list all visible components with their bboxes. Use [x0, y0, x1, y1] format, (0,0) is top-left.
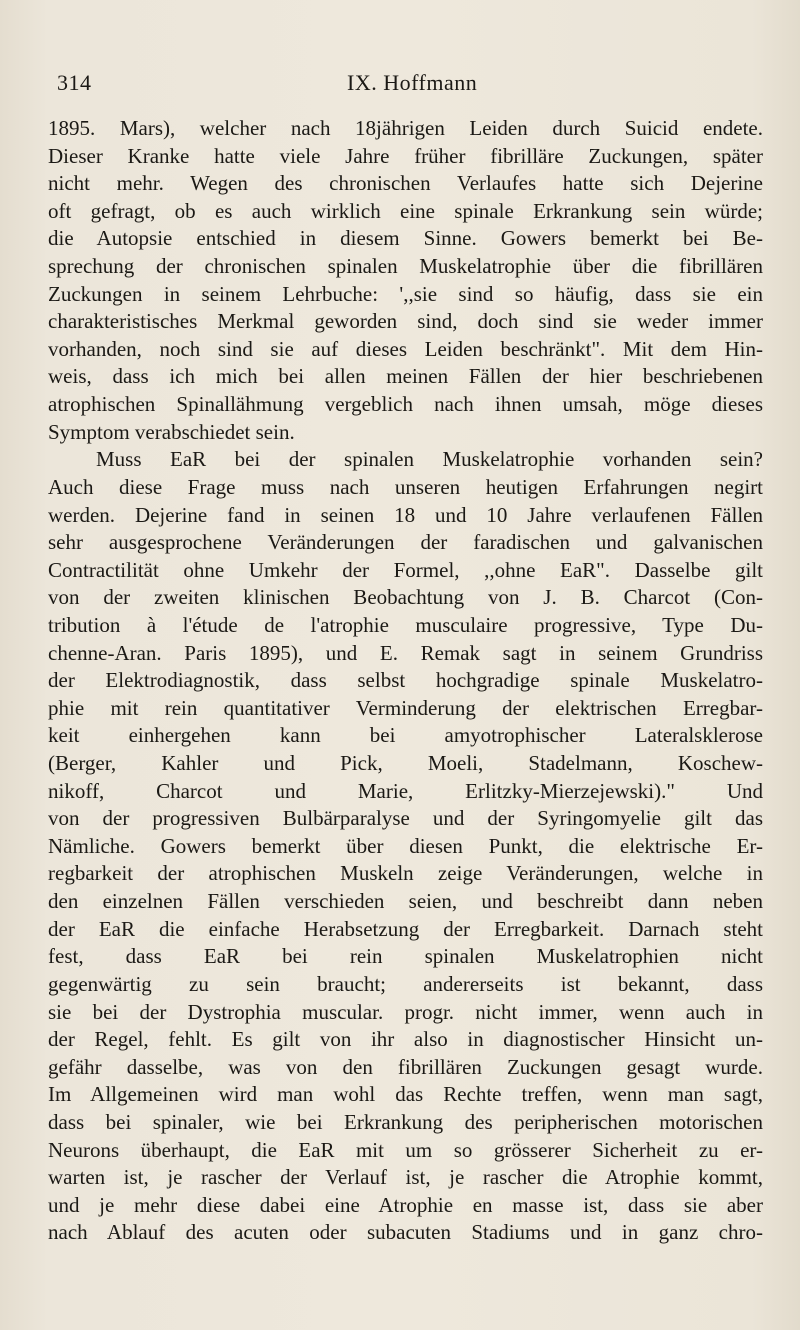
text-line: weis, dass ich mich bei allen meinen Fällen der hier beschriebenen	[48, 364, 763, 389]
page-header	[57, 70, 752, 100]
text-line: regbarkeit der atrophischen Muskeln zeige Veränderungen, welche in	[48, 861, 763, 886]
text-line: tribution à l'étude de l'atrophie musculaire progressive, Type Du-	[48, 612, 763, 637]
text-line: nach Ablauf des acuten oder subacuten Stadiums und in ganz chro-	[48, 1220, 763, 1245]
text-line: sprechung der chronischen spinalen Muskelatrophie über die fibrillären	[48, 254, 763, 279]
text-line: 1895. Mars), welcher nach 18jährigen Leiden durch Suicid endete.	[48, 116, 763, 140]
text-line: warten ist, je rascher der Verlauf ist, je rascher die Atrophie kommt,	[48, 1165, 763, 1190]
text-line: Zuckungen in seinem Lehrbuche: ',,sie sind so häufig, dass sie ein	[48, 281, 763, 306]
text-line: gegenwärtig zu sein braucht; andererseits ist bekannt, dass	[48, 971, 763, 996]
text-line: sehr ausgesprochene Veränderungen der faradischen und galvanischen	[48, 530, 763, 555]
text-line: Im Allgemeinen wird man wohl das Rechte treffen, wenn man sagt,	[48, 1082, 763, 1107]
text-line: Neurons überhaupt, die EaR mit um so grösserer Sicherheit zu er-	[48, 1137, 763, 1162]
text-line: gefähr dasselbe, was von den fibrillären Zuckungen gesagt wurde.	[48, 1054, 763, 1079]
text-line: sie bei der Dystrophia muscular. progr. nicht immer, wenn auch in	[48, 999, 763, 1024]
text-line: Symptom verabschiedet sein.	[48, 419, 295, 444]
text-line: Auch diese Frage muss nach unseren heutigen Erfahrungen negirt	[48, 474, 763, 499]
running-head: IX. Hoffmann	[347, 70, 478, 95]
text-line: nikoff, Charcot und Marie, Erlitzky-Mierzejewski)." Und	[48, 778, 763, 803]
text-line: Nämliche. Gowers bemerkt über diesen Punkt, die elektrische Er-	[48, 833, 763, 858]
body-text	[48, 115, 763, 1247]
text-line: chenne-Aran. Paris 1895), und E. Remak sagt in seinem Grundriss	[48, 640, 763, 665]
text-line: atrophischen Spinallähmung vergeblich nach ihnen umsah, möge dieses	[48, 392, 763, 417]
text-line: keit einhergehen kann bei amyotrophischer Lateralsklerose	[48, 723, 763, 748]
text-line: (Berger, Kahler und Pick, Moeli, Stadelmann, Koschew-	[48, 751, 763, 776]
text-line: Dieser Kranke hatte viele Jahre früher fibrilläre Zuckungen, später	[48, 143, 763, 168]
text-line: vorhanden, noch sind sie auf dieses Leiden beschränkt". Mit dem Hin-	[48, 336, 763, 361]
text-line: von der progressiven Bulbärparalyse und der Syringomyelie gilt das	[48, 806, 763, 831]
page-number: 314	[57, 70, 92, 95]
text-line: fest, dass EaR bei rein spinalen Muskelatrophien nicht	[48, 944, 763, 969]
text-line: charakteristisches Merkmal geworden sind, doch sind sie weder immer	[48, 309, 763, 334]
text-line: der Regel, fehlt. Es gilt von ihr also in diagnostischer Hinsicht un-	[48, 1027, 763, 1052]
text-line: und je mehr diese dabei eine Atrophie en masse ist, dass sie aber	[48, 1192, 763, 1217]
text-line: phie mit rein quantitativer Verminderung der elektrischen Erregbar-	[48, 695, 763, 720]
text-line: werden. Dejerine fand in seinen 18 und 10 Jahre verlaufenen Fällen	[48, 502, 763, 527]
text-line: der EaR die einfache Herabsetzung der Erregbarkeit. Darnach steht	[48, 916, 763, 941]
text-line: von der zweiten klinischen Beobachtung von J. B. Charcot (Con-	[48, 585, 763, 610]
text-line: Muss EaR bei der spinalen Muskelatrophie vorhanden sein?	[96, 447, 763, 472]
text-line: den einzelnen Fällen verschieden seien, und beschreibt dann neben	[48, 889, 763, 914]
text-line: oft gefragt, ob es auch wirklich eine spinale Erkrankung sein würde;	[48, 198, 763, 223]
text-line: Contractilität ohne Umkehr der Formel, ,,ohne EaR". Dasselbe gilt	[48, 557, 763, 582]
text-line: der Elektrodiagnostik, dass selbst hochgradige spinale Muskelatro-	[48, 668, 763, 693]
text-line: die Autopsie entschied in diesem Sinne. Gowers bemerkt bei Be-	[48, 226, 763, 251]
text-line: nicht mehr. Wegen des chronischen Verlaufes hatte sich Dejerine	[48, 171, 763, 196]
text-line: dass bei spinaler, wie bei Erkrankung des peripherischen motorischen	[48, 1109, 763, 1134]
